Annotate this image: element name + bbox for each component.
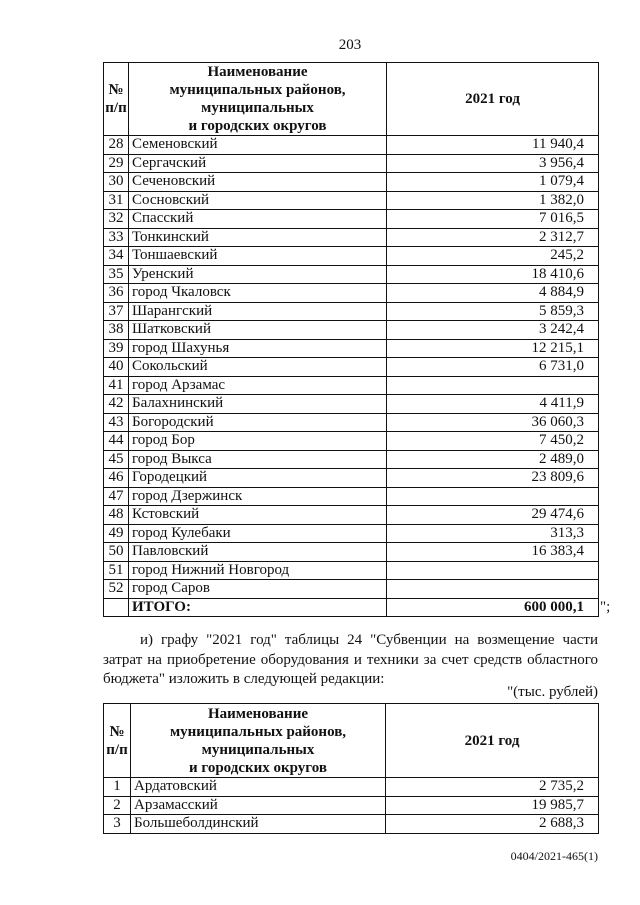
value-2021: 4 411,9	[387, 395, 599, 414]
value-2021: 7 450,2	[387, 432, 599, 451]
municipality-name: Шарангский	[129, 302, 387, 321]
header-line: муниципальных	[201, 100, 314, 116]
municipality-name: Сокольский	[129, 358, 387, 377]
table-row	[104, 210, 599, 229]
row-number: 32	[104, 210, 129, 229]
row-number: 52	[104, 580, 129, 599]
table-row	[104, 358, 599, 377]
municipality-name: город Бор	[129, 432, 387, 451]
table-row	[104, 339, 599, 358]
row-number: 50	[104, 543, 129, 562]
subsidy-table-continued	[103, 62, 599, 617]
table-row	[104, 302, 599, 321]
value-2021: 3 956,4	[387, 154, 599, 173]
row-number: 37	[104, 302, 129, 321]
value-2021	[387, 487, 599, 506]
units-note: "(тыс. рублей)	[507, 684, 598, 700]
row-number: 29	[104, 154, 129, 173]
row-number: 51	[104, 561, 129, 580]
header-line: №	[109, 723, 125, 740]
municipality-name: Семеновский	[129, 136, 387, 155]
value-2021: 23 809,6	[387, 469, 599, 488]
table-body	[104, 778, 599, 834]
header-number	[104, 63, 129, 136]
total-value: 600 000,1	[387, 598, 599, 617]
table-row	[104, 376, 599, 395]
municipality-name: город Нижний Новгород	[129, 561, 387, 580]
table-row	[104, 506, 599, 525]
row-number: 49	[104, 524, 129, 543]
municipality-name: Тоншаевский	[129, 247, 387, 266]
municipality-name: Уренский	[129, 265, 387, 284]
header-line: муниципальных районов,	[169, 723, 347, 740]
row-number: 35	[104, 265, 129, 284]
table-row	[104, 778, 599, 797]
row-number: 42	[104, 395, 129, 414]
row-number: 2	[104, 796, 131, 815]
row-number: 36	[104, 284, 129, 303]
table-row	[104, 321, 599, 340]
municipality-name: Павловский	[129, 543, 387, 562]
row-number: 34	[104, 247, 129, 266]
row-number: 40	[104, 358, 129, 377]
header-line: муниципальных районов,	[169, 82, 346, 98]
municipality-name: Сергачский	[129, 154, 387, 173]
total-number	[104, 598, 129, 617]
table-row	[104, 469, 599, 488]
header-line: Наименование	[208, 705, 308, 722]
document-code: 0404/2021-465(1)	[510, 849, 598, 863]
value-2021: 2 688,3	[386, 815, 599, 834]
row-number: 43	[104, 413, 129, 432]
table-body	[104, 136, 599, 599]
municipality-name: город Кулебаки	[129, 524, 387, 543]
row-number: 38	[104, 321, 129, 340]
municipality-name: Ардатовский	[131, 778, 386, 797]
table-row	[104, 413, 599, 432]
municipality-name: город Шахунья	[129, 339, 387, 358]
table-total	[104, 598, 599, 617]
table-row	[104, 191, 599, 210]
municipality-name: Тонкинский	[129, 228, 387, 247]
total-label: ИТОГО:	[129, 598, 387, 617]
value-2021: 4 884,9	[387, 284, 599, 303]
value-2021: 29 474,6	[387, 506, 599, 525]
header-line: №	[108, 82, 124, 98]
row-number: 41	[104, 376, 129, 395]
equipment-subsidy-table	[103, 703, 599, 834]
value-2021: 5 859,3	[387, 302, 599, 321]
value-2021: 2 735,2	[386, 778, 599, 797]
amendment-paragraph	[103, 631, 598, 690]
municipality-name: Сеченовский	[129, 173, 387, 192]
table-row	[104, 796, 599, 815]
municipality-name: город Арзамас	[129, 376, 387, 395]
value-2021	[387, 376, 599, 395]
header-name	[131, 704, 386, 778]
value-2021: 16 383,4	[387, 543, 599, 562]
header-line: Наименование	[207, 64, 308, 80]
table-row	[104, 154, 599, 173]
value-2021: 6 731,0	[387, 358, 599, 377]
value-2021: 3 242,4	[387, 321, 599, 340]
paragraph-line: и) графу "2021 год" таблицы 24 "Субвенции на возмещение части	[140, 632, 598, 648]
table-row	[104, 136, 599, 155]
table-row	[104, 265, 599, 284]
value-2021: 2 312,7	[387, 228, 599, 247]
value-2021: 1 382,0	[387, 191, 599, 210]
row-number: 31	[104, 191, 129, 210]
closing-quote-mark: ";	[600, 598, 611, 615]
row-number: 1	[104, 778, 131, 797]
header-line: и городских округов	[188, 118, 327, 134]
table-row	[104, 561, 599, 580]
row-number: 44	[104, 432, 129, 451]
table-header-row	[104, 704, 599, 778]
row-number: 28	[104, 136, 129, 155]
header-number	[104, 704, 131, 778]
municipality-name: Балахнинский	[129, 395, 387, 414]
municipality-name: Арзамасский	[131, 796, 386, 815]
row-number: 33	[104, 228, 129, 247]
row-number: 47	[104, 487, 129, 506]
value-2021	[387, 561, 599, 580]
row-number: 48	[104, 506, 129, 525]
value-2021: 2 489,0	[387, 450, 599, 469]
municipality-name: Богородский	[129, 413, 387, 432]
header-line: и городских округов	[189, 759, 327, 776]
table-row	[104, 395, 599, 414]
paragraph-line: бюджета" изложить в следующей редакции:	[103, 671, 385, 687]
value-2021: 313,3	[387, 524, 599, 543]
municipality-name: Кстовский	[129, 506, 387, 525]
municipality-name: Шатковский	[129, 321, 387, 340]
row-number: 3	[104, 815, 131, 834]
value-2021: 11 940,4	[387, 136, 599, 155]
value-2021: 12 215,1	[387, 339, 599, 358]
value-2021: 18 410,6	[387, 265, 599, 284]
table-row	[104, 228, 599, 247]
row-number: 45	[104, 450, 129, 469]
municipality-name: Спасский	[129, 210, 387, 229]
municipality-name: Большеболдинский	[131, 815, 386, 834]
row-number: 39	[104, 339, 129, 358]
municipality-name: город Чкаловск	[129, 284, 387, 303]
value-2021	[387, 580, 599, 599]
table-row	[104, 580, 599, 599]
paragraph-line: затрат на приобретение оборудования и техники за счет средств областного	[103, 651, 598, 668]
page-number: 203	[338, 37, 362, 53]
total-row	[104, 598, 599, 617]
value-2021: 7 016,5	[387, 210, 599, 229]
value-2021: 245,2	[387, 247, 599, 266]
table-row	[104, 432, 599, 451]
table-row	[104, 487, 599, 506]
municipality-name: город Саров	[129, 580, 387, 599]
table-row	[104, 815, 599, 834]
table-row	[104, 543, 599, 562]
header-line: п/п	[106, 741, 128, 758]
municipality-name: Сосновский	[129, 191, 387, 210]
municipality-name: город Дзержинск	[129, 487, 387, 506]
header-year: 2021 год	[387, 63, 599, 136]
table-row	[104, 524, 599, 543]
municipality-name: город Выкса	[129, 450, 387, 469]
header-line: муниципальных	[201, 741, 315, 758]
row-number: 46	[104, 469, 129, 488]
table-row	[104, 173, 599, 192]
municipality-name: Городецкий	[129, 469, 387, 488]
value-2021: 1 079,4	[387, 173, 599, 192]
table-row	[104, 450, 599, 469]
header-name	[129, 63, 387, 136]
value-2021: 19 985,7	[386, 796, 599, 815]
row-number: 30	[104, 173, 129, 192]
table-row	[104, 247, 599, 266]
value-2021: 36 060,3	[387, 413, 599, 432]
header-line: п/п	[105, 100, 127, 116]
header-year: 2021 год	[386, 704, 599, 778]
table-header-row	[104, 63, 599, 136]
table-row	[104, 284, 599, 303]
